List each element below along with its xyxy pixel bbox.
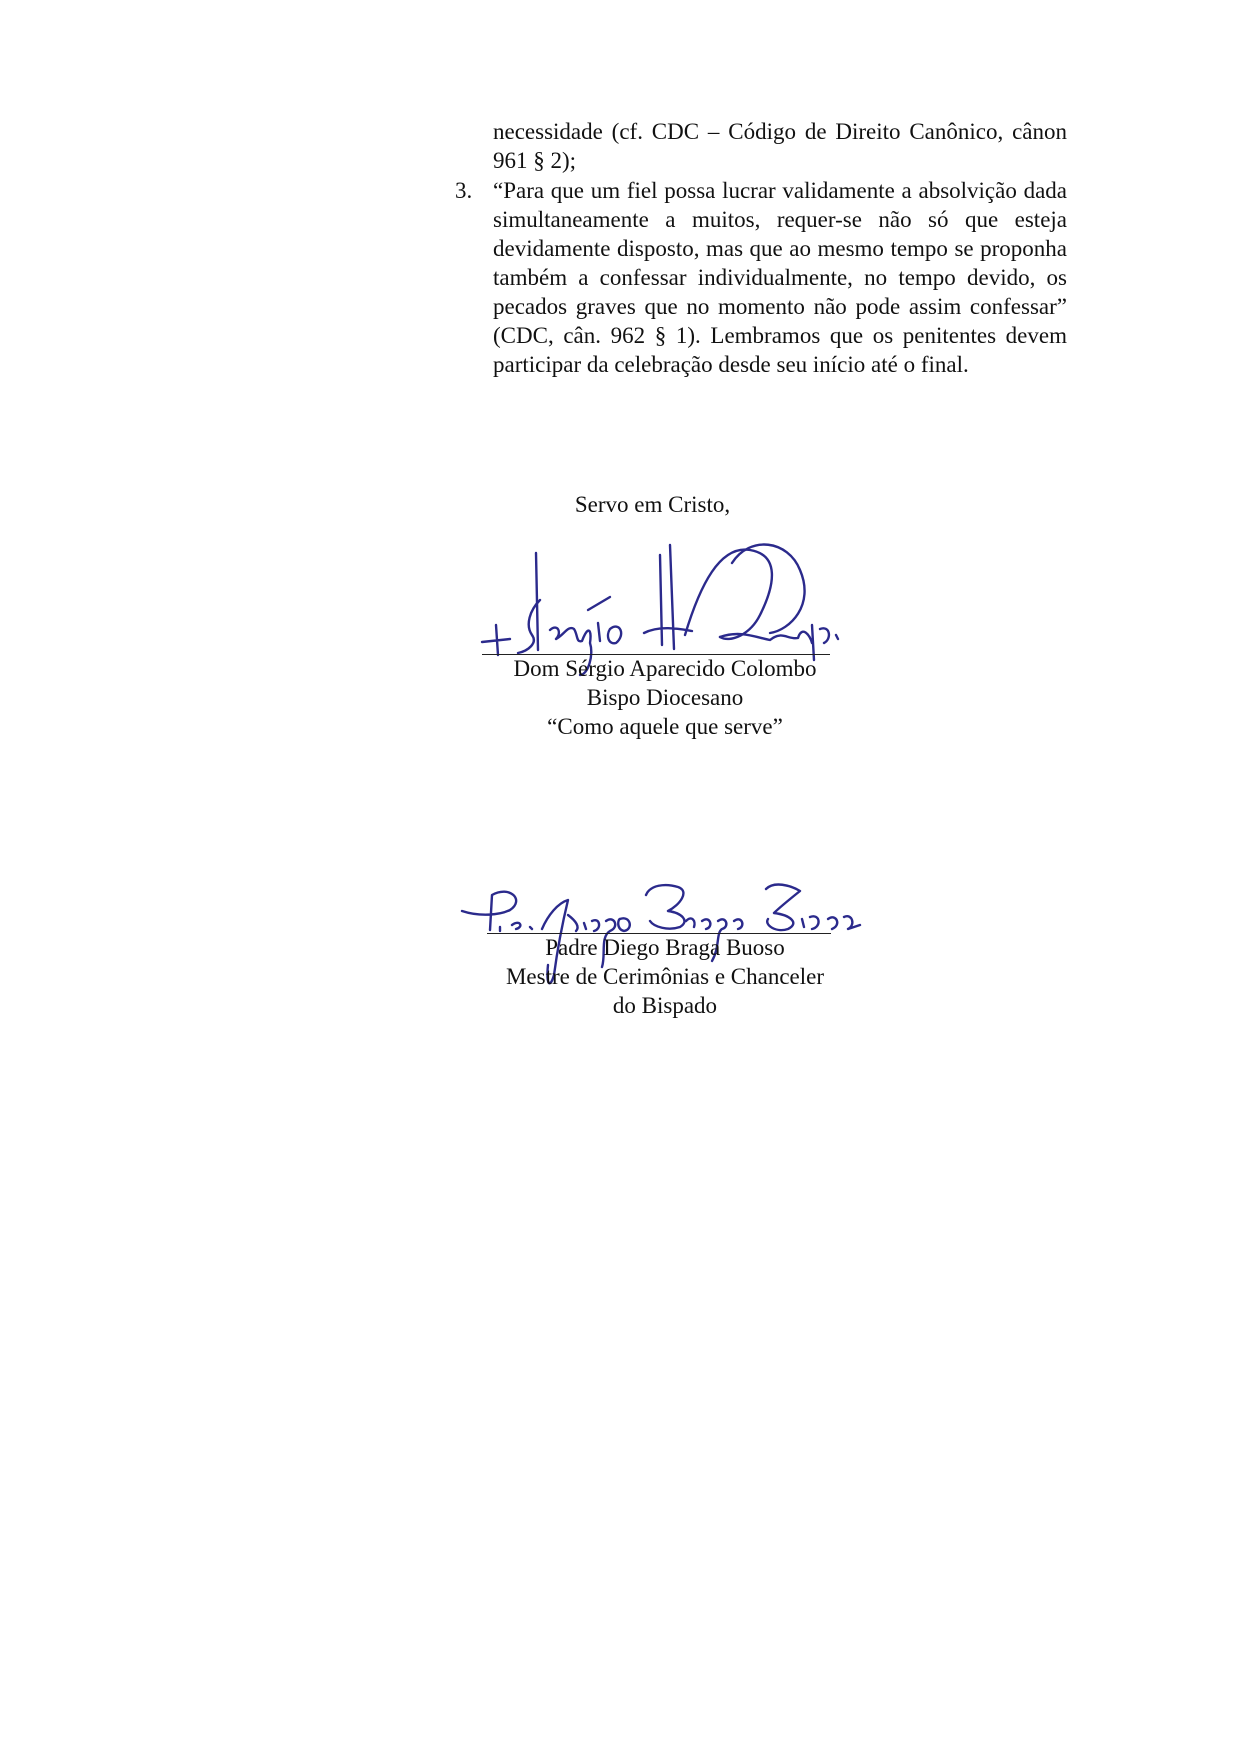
- closing-salutation: Servo em Cristo,: [574, 492, 731, 517]
- chancellor-name: Padre Diego Braga Buoso: [545, 935, 785, 960]
- bishop-motto: “Como aquele que serve”: [547, 714, 783, 739]
- bishop-title: Bispo Diocesano: [586, 685, 744, 710]
- chancellor-signature-block: [470, 933, 860, 1020]
- chancellor-title-line1: Mestre de Cerimônias e Chanceler: [505, 964, 825, 989]
- list-item-number: 3.: [455, 178, 473, 203]
- bishop-name: Dom Sérgio Aparecido Colombo: [513, 656, 817, 681]
- chancellor-title-line2: do Bispado: [612, 993, 718, 1018]
- list-item-text: “Para que um fiel possa lucrar validamente a absolvição dada simultaneamente a muitos, requer-se não só que esteja devidamente disposto, mas que ao mesmo tempo se proponha também a confessar individualmente, no tempo devido, os pecados graves que no momento não pode assim confessar” (CDC, cân. 962 § 1). Lembramos que os penitentes devem participar da celebração desde seu início até o final.: [493, 178, 1067, 377]
- item2-continuation: necessidade (cf. CDC – Código de Direito Canônico, cânon 961 § 2);: [493, 119, 1067, 173]
- list-item-3: [455, 176, 1067, 379]
- bishop-signature-block: [470, 654, 860, 741]
